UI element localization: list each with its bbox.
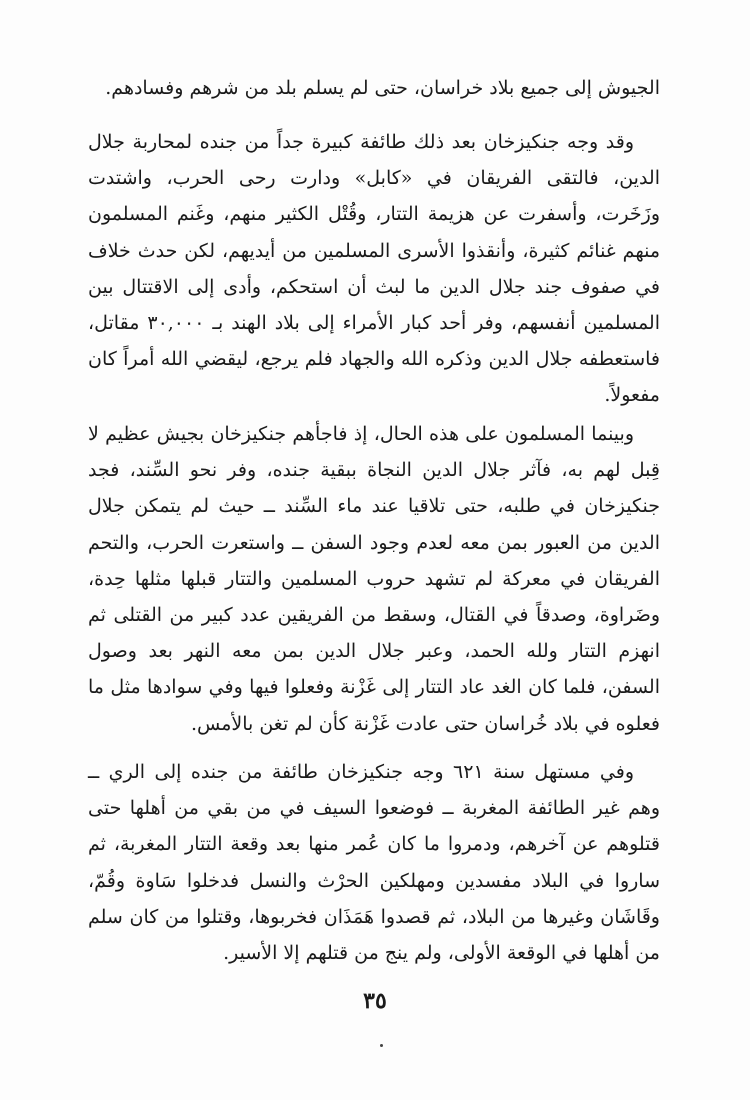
page-number: ٣٥ — [363, 988, 387, 1014]
paragraph: وفي مستهل سنة ٦٢١ وجه جنكيزخان طائفة من جنده إلى الري ــ وهم غير الطائفة المغربة ــ فوضعوا السيف في من بقي من أهلها حتى قتلوهم عن آخرهم، ودمروا ما كان عُمر منها بعد وقعة التتار المغربة، ثم ساروا في البلاد مفسدين ومهلكين الحرْث والنسل فدخلوا سَاوة وقُمّ، وقَاشَان وغيرها من البلاد، ثم قصدوا هَمَذَان فخربوها، وقتلوا من كان سلم من أهلها في الوقعة الأولى، ولم ينج من قتلهم إلا الأسير. — [88, 761, 660, 965]
paragraph: وقد وجه جنكيزخان بعد ذلك طائفة كبيرة جداً من جنده لمحاربة جلال الدين، فالتقى الفريقان في «كابل» ودارت رحى الحرب، واشتدت وزَخَرت، وأسفرت عن هزيمة التتار، وقُتْل الكثير منهم، وغَنم المسلمون منهم غنائم كثيرة، وأنقذوا الأسرى المسلمين من أيديهم، لكن حدث خلاف في صفوف جند جلال الدين ما لبث أن استحكم، وأدى إلى الاقتتال بين المسلمين أنفسهم، وفر أحد كبار الأمراء إلى بلاد الهند بـ ٣٠,٠٠٠ مقاتل، فاستعطفه جلال الدين وذكره الله والجهاد فلم يرجع، ليقضي الله أمراً كان مفعولاً. — [88, 131, 660, 407]
paragraph-continuation: الجيوش إلى جميع بلاد خراسان، حتى لم يسلم بلد من شرهم وفسادهم. — [105, 77, 660, 99]
print-dot — [380, 1044, 383, 1047]
paragraph: وبينما المسلمون على هذه الحال، إذ فاجأهم جنكيزخان بجيش عظيم لا قِبل لهم به، فآثر جلال الدين النجاة ببقية جنده، وفر نحو السِّند، فجد جنكيزخان في طلبه، حتى تلاقيا عند ماء السِّند ــ حيث لم يتمكن جلال الدين من العبور بمن معه لعدم وجود السفن ــ واستعرت الحرب، والتحم الفريقان في معركة لم تشهد حروب المسلمين والتتار قبلها مثلها حِدة، وضَراوة، وصدقاً في القتال، وسقط من الفريقين عدد كبير من القتلى ثم انهزم التتار ولله الحمد، وعبر جلال الدين بمن معه النهر بعد وصول السفن، فلما كان الغد عاد التتار إلى غَزْنة وفعلوا فيها وفي سوادها مثل ما فعلوه في بلاد خُراسان حتى عادت غَزْنة كأن لم تغن بالأمس. — [88, 423, 660, 735]
